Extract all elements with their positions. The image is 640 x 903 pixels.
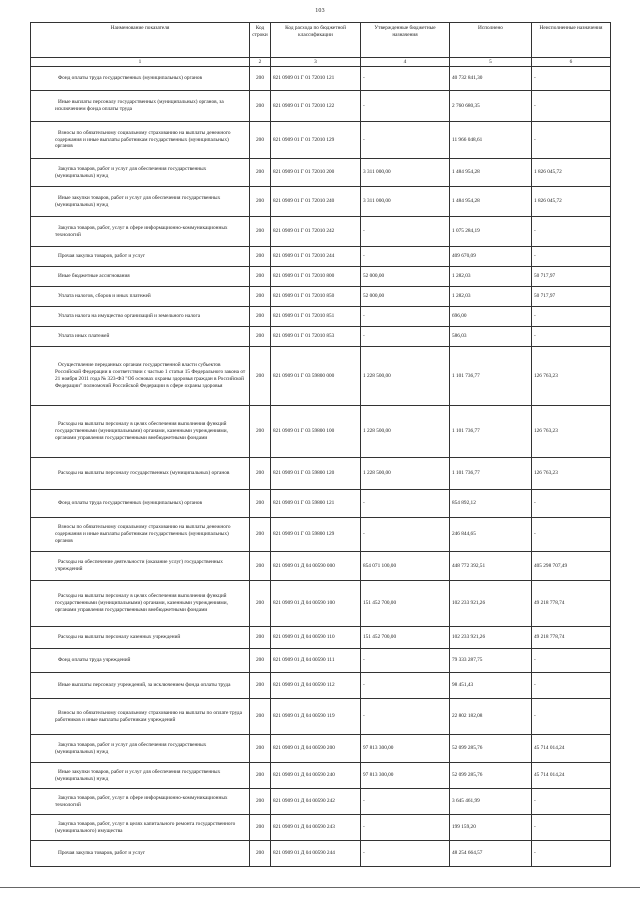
table-row [31, 307, 611, 327]
column-number: 4 [361, 58, 450, 67]
row-approved: 52 000,00 [361, 287, 450, 307]
row-executed: 1 075 284,19 [450, 217, 532, 247]
row-budget-code: 821 0909 01 Г 01 72010 240 [271, 187, 361, 217]
row-executed: 1 484 954,28 [450, 159, 532, 187]
row-approved: - [361, 841, 450, 867]
row-approved: 1 228 500,00 [361, 347, 450, 406]
column-header-name: Наименование показателя [31, 23, 250, 58]
row-budget-code: 821 0909 01 Д 04 00590 242 [271, 789, 361, 815]
row-executed: 1 101 736,77 [450, 458, 532, 490]
row-line-code: 200 [250, 187, 271, 217]
row-line-code: 200 [250, 159, 271, 187]
row-budget-code: 821 0909 01 Г 01 72010 853 [271, 327, 361, 347]
row-unexecuted: 1 826 045,72 [532, 159, 611, 187]
table-row [31, 841, 611, 867]
column-number: 3 [271, 58, 361, 67]
row-name: Осуществление переданных органам государственной власти субъектов Российской Федерации в соответствии с частью 1 статьи 15 Федерального закона от 21 ноября 2011 года № 323-ФЗ "Об основах охраны здоровья граждан в Российской Федерации" полномочий Российской Федерации в сфере охраны здоровья [31, 347, 250, 406]
table-row [31, 347, 611, 406]
row-name: Расходы на выплаты персоналу казенных учреждений [31, 627, 250, 649]
row-name: Закупка товаров, работ, услуг в сфере информационно-коммуникационных технологий [31, 789, 250, 815]
column-header-budget-code: Код расхода по бюджетной классификации [271, 23, 361, 58]
row-unexecuted: - [532, 247, 611, 267]
footer-rule [0, 887, 640, 888]
row-executed: 448 772 392,51 [450, 552, 532, 581]
row-approved: - [361, 789, 450, 815]
row-line-code: 200 [250, 627, 271, 649]
row-unexecuted: - [532, 673, 611, 699]
row-executed: 1 282,03 [450, 287, 532, 307]
row-name: Фонд оплаты труда учреждений [31, 649, 250, 673]
row-name: Расходы на выплаты персоналу в целях обеспечения выполнения функций государственными (муниципальными) органами, казенными учреждениями, органами управления государственными внебюджетными фондами [31, 581, 250, 627]
row-approved: 151 452 700,00 [361, 581, 450, 627]
row-budget-code: 821 0909 01 Д 04 00590 240 [271, 763, 361, 789]
row-line-code: 200 [250, 287, 271, 307]
row-executed: 2 760 680,35 [450, 91, 532, 122]
row-budget-code: 821 0909 01 Д 04 00590 119 [271, 699, 361, 735]
column-header-unexecuted: Неисполненные назначения [532, 23, 611, 58]
row-approved: - [361, 247, 450, 267]
row-line-code: 200 [250, 518, 271, 552]
row-unexecuted: 49 218 778,74 [532, 581, 611, 627]
row-executed: 199 159,20 [450, 815, 532, 841]
row-approved: - [361, 649, 450, 673]
row-executed: 102 233 921,26 [450, 581, 532, 627]
row-budget-code: 821 0909 01 Г 01 72010 200 [271, 159, 361, 187]
row-line-code: 200 [250, 247, 271, 267]
row-line-code: 200 [250, 841, 271, 867]
row-executed: 48 254 664,57 [450, 841, 532, 867]
row-name: Иные выплаты персоналу учреждений, за исключением фонда оплаты труда [31, 673, 250, 699]
row-executed: 22 802 182,08 [450, 699, 532, 735]
row-approved: 1 228 500,00 [361, 406, 450, 458]
row-budget-code: 821 0909 01 Г 01 72010 121 [271, 67, 361, 91]
row-approved: - [361, 122, 450, 159]
row-budget-code: 821 0909 01 Г 01 72010 242 [271, 217, 361, 247]
table-row [31, 789, 611, 815]
row-budget-code: 821 0909 01 Г 01 72010 851 [271, 307, 361, 327]
row-approved: 52 000,00 [361, 267, 450, 287]
row-name: Закупка товаров, работ, услуг в целях капитального ремонта государственного (муниципального) имущества [31, 815, 250, 841]
row-line-code: 200 [250, 267, 271, 287]
row-name: Закупка товаров, работ и услуг для обеспечения государственных (муниципальных) нужд [31, 159, 250, 187]
row-name: Уплата налога на имущество организаций и земельного налога [31, 307, 250, 327]
row-executed: 1 101 736,77 [450, 406, 532, 458]
row-unexecuted: 45 714 014,24 [532, 735, 611, 763]
row-name: Фонд оплаты труда государственных (муниципальных) органов [31, 67, 250, 91]
column-number: 1 [31, 58, 250, 67]
table-row [31, 327, 611, 347]
row-budget-code: 821 0909 01 Д 04 00590 111 [271, 649, 361, 673]
row-line-code: 200 [250, 789, 271, 815]
row-executed: 52 099 285,76 [450, 763, 532, 789]
row-unexecuted: - [532, 841, 611, 867]
row-budget-code: 821 0909 01 Д 04 00590 244 [271, 841, 361, 867]
row-unexecuted: 1 826 045,72 [532, 187, 611, 217]
row-approved: 151 452 700,00 [361, 627, 450, 649]
row-executed: 98 451,43 [450, 673, 532, 699]
row-unexecuted: 49 218 778,74 [532, 627, 611, 649]
row-unexecuted: 45 714 014,24 [532, 763, 611, 789]
table-body [31, 67, 611, 867]
row-budget-code: 821 0909 01 Г 03 59800 120 [271, 458, 361, 490]
row-unexecuted: - [532, 699, 611, 735]
table-row [31, 458, 611, 490]
row-budget-code: 821 0909 01 Г 03 59800 121 [271, 490, 361, 518]
row-budget-code: 821 0909 01 Г 03 59800 100 [271, 406, 361, 458]
row-line-code: 200 [250, 649, 271, 673]
table-header-row [31, 23, 611, 58]
row-approved: 97 813 300,00 [361, 763, 450, 789]
table-row [31, 287, 611, 307]
row-unexecuted: - [532, 122, 611, 159]
row-budget-code: 821 0909 01 Д 04 00590 112 [271, 673, 361, 699]
row-budget-code: 821 0909 01 Г 01 72010 122 [271, 91, 361, 122]
row-line-code: 200 [250, 815, 271, 841]
row-executed: 40 732 841,30 [450, 67, 532, 91]
table-row [31, 649, 611, 673]
row-unexecuted: - [532, 307, 611, 327]
row-line-code: 200 [250, 67, 271, 91]
table-row [31, 159, 611, 187]
row-approved: - [361, 67, 450, 91]
row-line-code: 200 [250, 552, 271, 581]
row-line-code: 200 [250, 699, 271, 735]
row-executed: 1 282,03 [450, 267, 532, 287]
row-approved: - [361, 699, 450, 735]
row-unexecuted: 126 763,23 [532, 347, 611, 406]
row-line-code: 200 [250, 347, 271, 406]
row-executed: 854 892,12 [450, 490, 532, 518]
row-executed: 3 645 461,99 [450, 789, 532, 815]
row-unexecuted: - [532, 789, 611, 815]
row-unexecuted: - [532, 67, 611, 91]
table-row [31, 67, 611, 91]
row-name: Закупка товаров, работ и услуг для обеспечения государственных (муниципальных) нужд [31, 735, 250, 763]
row-approved: - [361, 490, 450, 518]
row-budget-code: 821 0909 01 Г 03 59800 129 [271, 518, 361, 552]
row-approved: - [361, 307, 450, 327]
row-executed: 696,00 [450, 307, 532, 327]
column-number: 5 [450, 58, 532, 67]
row-line-code: 200 [250, 406, 271, 458]
row-executed: 246 844,65 [450, 518, 532, 552]
row-approved: - [361, 327, 450, 347]
row-name: Уплата налогов, сборов и иных платежей [31, 287, 250, 307]
table-row [31, 763, 611, 789]
row-name: Фонд оплаты труда государственных (муниципальных) органов [31, 490, 250, 518]
row-executed: 586,03 [450, 327, 532, 347]
row-name: Расходы на выплаты персоналу в целях обеспечения выполнения функций государственными (муниципальными) органами, казенными учреждениями, органами управления государственными внебюджетными фондами [31, 406, 250, 458]
row-line-code: 200 [250, 673, 271, 699]
column-header-executed: Исполнено [450, 23, 532, 58]
table-row [31, 267, 611, 287]
row-name: Взносы по обязательному социальному страхованию на выплаты по оплате труда работников и иные выплаты работникам учреждений [31, 699, 250, 735]
row-budget-code: 821 0909 01 Г 01 72010 850 [271, 287, 361, 307]
column-number-row [31, 58, 611, 67]
row-budget-code: 821 0909 01 Г 01 72010 800 [271, 267, 361, 287]
table-row [31, 581, 611, 627]
row-approved: - [361, 815, 450, 841]
row-approved: 3 311 000,00 [361, 187, 450, 217]
row-budget-code: 821 0909 01 Д 04 00590 110 [271, 627, 361, 649]
table-row [31, 627, 611, 649]
row-name: Расходы на выплаты персоналу государственных (муниципальных) органов [31, 458, 250, 490]
row-executed: 409 670,09 [450, 247, 532, 267]
row-unexecuted: - [532, 327, 611, 347]
row-unexecuted: - [532, 217, 611, 247]
row-executed: 102 233 921,26 [450, 627, 532, 649]
row-name: Прочая закупка товаров, работ и услуг [31, 247, 250, 267]
row-name: Расходы на обеспечение деятельности (оказание услуг) государственных учреждений [31, 552, 250, 581]
column-number: 2 [250, 58, 271, 67]
table-row [31, 91, 611, 122]
row-line-code: 200 [250, 490, 271, 518]
row-approved: - [361, 217, 450, 247]
row-name: Уплата иных платежей [31, 327, 250, 347]
row-executed: 1 101 736,77 [450, 347, 532, 406]
row-approved: 3 311 000,00 [361, 159, 450, 187]
row-unexecuted: - [532, 518, 611, 552]
row-executed: 79 333 287,75 [450, 649, 532, 673]
table-row [31, 247, 611, 267]
row-budget-code: 821 0909 01 Г 01 72010 129 [271, 122, 361, 159]
row-name: Иные бюджетные ассигнования [31, 267, 250, 287]
row-approved: - [361, 673, 450, 699]
row-unexecuted: 405 298 707,49 [532, 552, 611, 581]
row-line-code: 200 [250, 122, 271, 159]
table-row [31, 217, 611, 247]
row-executed: 52 099 285,76 [450, 735, 532, 763]
row-approved: 854 071 100,00 [361, 552, 450, 581]
row-line-code: 200 [250, 327, 271, 347]
row-budget-code: 821 0909 01 Д 04 00590 243 [271, 815, 361, 841]
row-unexecuted: 50 717,97 [532, 287, 611, 307]
row-name: Иные закупки товаров, работ и услуг для обеспечения государственных (муниципальных) нужд [31, 763, 250, 789]
row-name: Иные закупки товаров, работ и услуг для обеспечения государственных (муниципальных) нужд [31, 187, 250, 217]
row-approved: - [361, 518, 450, 552]
row-line-code: 200 [250, 735, 271, 763]
row-approved: 97 813 300,00 [361, 735, 450, 763]
table-row [31, 735, 611, 763]
row-line-code: 200 [250, 458, 271, 490]
table-row [31, 518, 611, 552]
row-unexecuted: - [532, 490, 611, 518]
row-name: Взносы по обязательному социальному страхованию на выплаты денежного содержания и иные выплаты работникам государственных (муниципальных) органов [31, 518, 250, 552]
row-unexecuted: 126 763,23 [532, 458, 611, 490]
row-unexecuted: - [532, 649, 611, 673]
column-header-line-code: Код строки [250, 23, 271, 58]
row-name: Взносы по обязательному социальному страхованию на выплаты денежного содержания и иные выплаты работникам государственных (муниципальных) органов [31, 122, 250, 159]
page-number: 103 [315, 8, 325, 14]
row-budget-code: 821 0909 01 Д 04 00590 100 [271, 581, 361, 627]
row-name: Прочая закупка товаров, работ и услуг [31, 841, 250, 867]
row-unexecuted: - [532, 91, 611, 122]
row-line-code: 200 [250, 763, 271, 789]
table-row [31, 673, 611, 699]
row-budget-code: 821 0909 01 Г 03 59800 000 [271, 347, 361, 406]
row-unexecuted: 126 763,23 [532, 406, 611, 458]
row-budget-code: 821 0909 01 Г 01 72010 244 [271, 247, 361, 267]
row-executed: 11 966 048,61 [450, 122, 532, 159]
row-budget-code: 821 0909 01 Д 04 00590 200 [271, 735, 361, 763]
row-approved: 1 228 500,00 [361, 458, 450, 490]
table-row [31, 406, 611, 458]
column-number: 6 [532, 58, 611, 67]
row-approved: - [361, 91, 450, 122]
row-line-code: 200 [250, 307, 271, 327]
row-budget-code: 821 0909 01 Д 04 00590 000 [271, 552, 361, 581]
table-row [31, 699, 611, 735]
row-line-code: 200 [250, 581, 271, 627]
row-line-code: 200 [250, 91, 271, 122]
table-row [31, 490, 611, 518]
column-header-approved: Утвержденные бюджетные назначения [361, 23, 450, 58]
row-name: Закупка товаров, работ, услуг в сфере информационно-коммуникационных технологий [31, 217, 250, 247]
table-row [31, 815, 611, 841]
row-executed: 1 484 954,28 [450, 187, 532, 217]
table-row [31, 122, 611, 159]
row-line-code: 200 [250, 217, 271, 247]
table-row [31, 187, 611, 217]
table-row [31, 552, 611, 581]
row-name: Иные выплаты персоналу государственных (муниципальных) органов, за исключением фонда оплаты труда [31, 91, 250, 122]
row-unexecuted: 50 717,97 [532, 267, 611, 287]
expenditure-table [30, 22, 611, 867]
row-unexecuted: - [532, 815, 611, 841]
